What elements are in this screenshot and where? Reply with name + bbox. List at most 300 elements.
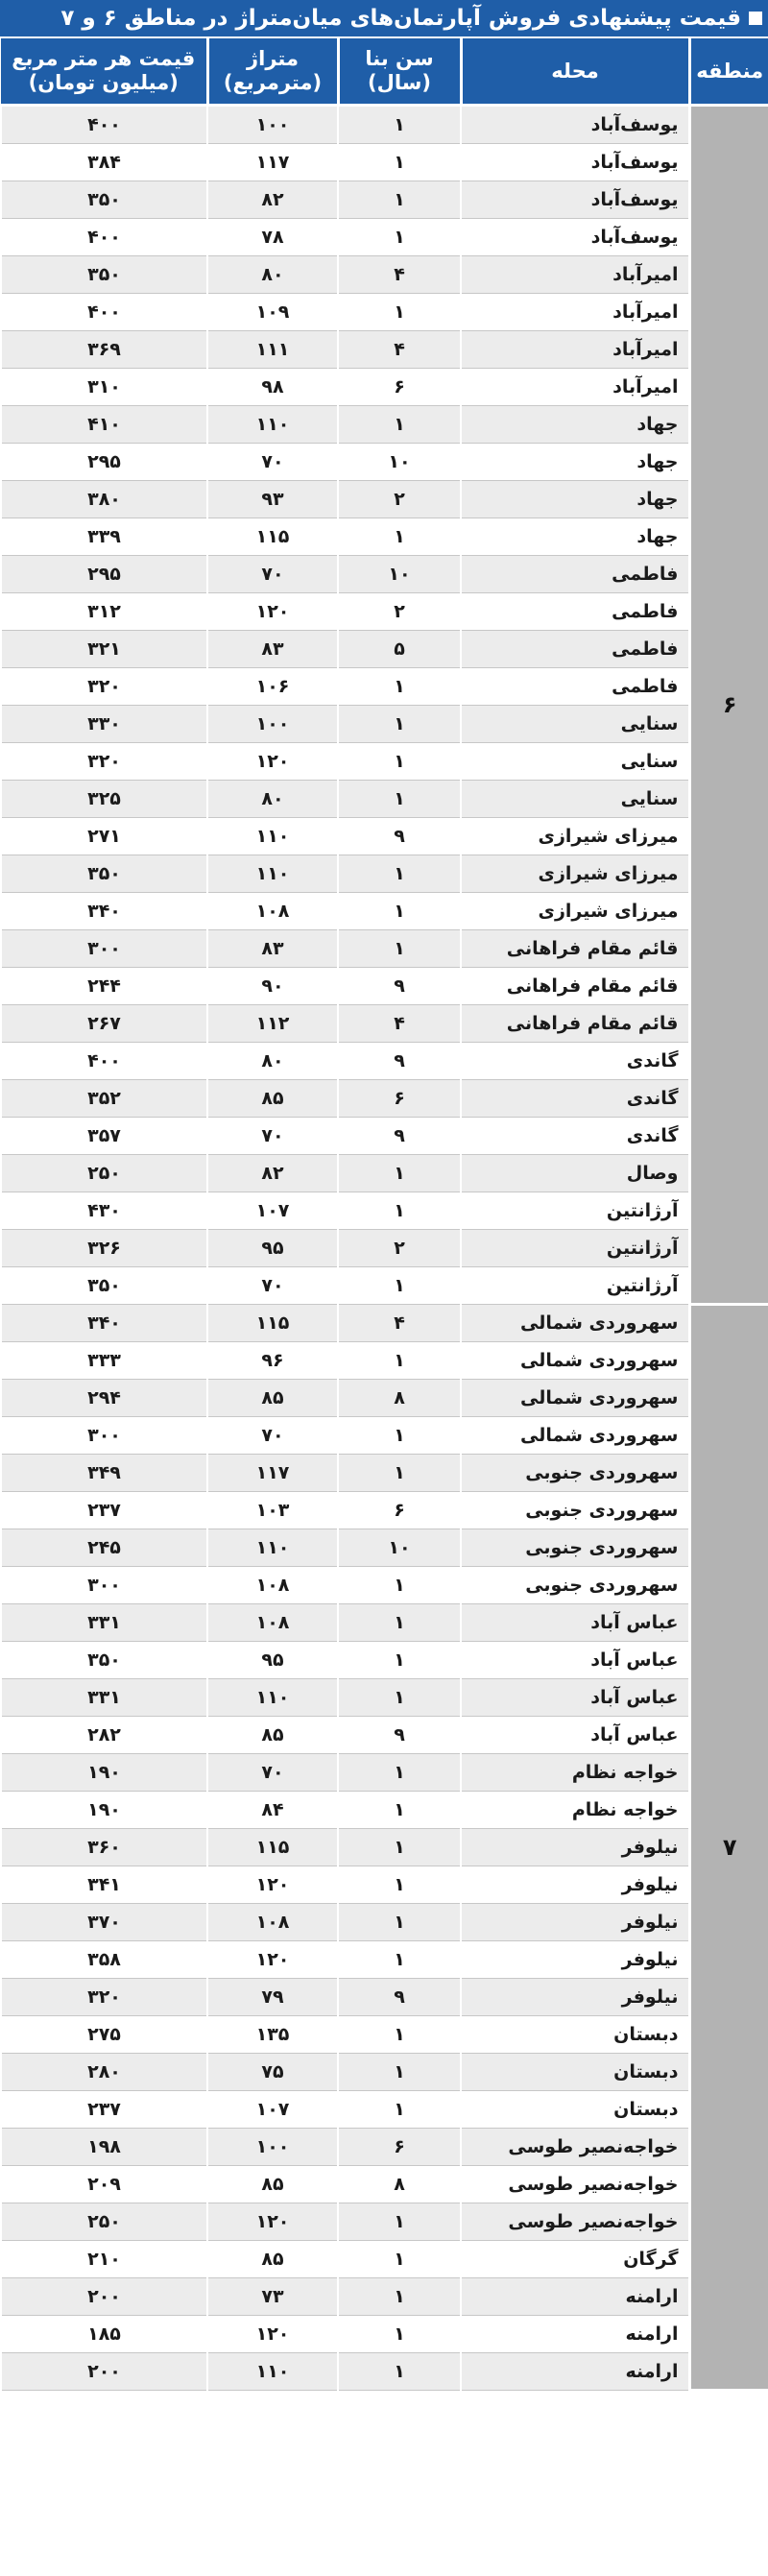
age-cell: ۲ (338, 481, 461, 518)
age-cell: ۶ (338, 369, 461, 406)
size-cell: ۱۰۸ (207, 1904, 338, 1941)
area-cell: سنایی (461, 743, 689, 781)
age-cell: ۱ (338, 743, 461, 781)
age-cell: ۱ (338, 781, 461, 818)
area-cell: سهروردی شمالی (461, 1305, 689, 1342)
price-cell: ۳۰۰ (1, 1417, 207, 1455)
table-row (1, 219, 768, 256)
price-cell: ۳۰۰ (1, 1567, 207, 1604)
area-cell: وصال (461, 1155, 689, 1192)
age-cell: ۱ (338, 2241, 461, 2278)
size-cell: ۱۱۵ (207, 518, 338, 556)
age-cell: ۸ (338, 1380, 461, 1417)
price-cell: ۳۵۷ (1, 1118, 207, 1155)
price-cell: ۲۸۰ (1, 2054, 207, 2091)
price-cell: ۳۴۰ (1, 1305, 207, 1342)
area-cell: قائم مقام فراهانی (461, 968, 689, 1005)
age-cell: ۱ (338, 706, 461, 743)
size-cell: ۸۴ (207, 1792, 338, 1829)
area-cell: یوسف‌آباد (461, 106, 689, 144)
price-cell: ۱۹۰ (1, 1792, 207, 1829)
age-cell: ۱ (338, 1679, 461, 1717)
table-row (1, 1679, 768, 1717)
table-row (1, 1754, 768, 1792)
age-cell: ۱ (338, 855, 461, 893)
table-row (1, 2278, 768, 2316)
area-cell: قائم مقام فراهانی (461, 1005, 689, 1043)
age-cell: ۹ (338, 1717, 461, 1754)
size-cell: ۱۱۰ (207, 2353, 338, 2391)
table-row (1, 2054, 768, 2091)
age-cell: ۱ (338, 930, 461, 968)
area-cell: فاطمی (461, 556, 689, 593)
age-cell: ۶ (338, 2129, 461, 2166)
area-cell: یوسف‌آباد (461, 144, 689, 181)
age-cell: ۱ (338, 406, 461, 444)
price-cell: ۴۰۰ (1, 106, 207, 144)
table-row (1, 1904, 768, 1941)
size-cell: ۱۱۱ (207, 331, 338, 369)
area-cell: خواجه نظام (461, 1792, 689, 1829)
area-cell: نیلوفر (461, 1979, 689, 2016)
area-cell: سهروردی جنوبی (461, 1529, 689, 1567)
price-cell: ۳۳۹ (1, 518, 207, 556)
table-row (1, 930, 768, 968)
price-cell: ۳۵۰ (1, 181, 207, 219)
price-cell: ۲۸۲ (1, 1717, 207, 1754)
size-cell: ۱۰۹ (207, 294, 338, 331)
table-row (1, 1492, 768, 1529)
table-row (1, 2166, 768, 2203)
size-cell: ۱۲۰ (207, 2203, 338, 2241)
age-cell: ۹ (338, 1979, 461, 2016)
price-cell: ۳۱۰ (1, 369, 207, 406)
region-cell: ۶ (689, 106, 768, 1305)
size-cell: ۱۱۰ (207, 406, 338, 444)
table-row (1, 593, 768, 631)
age-cell: ۱ (338, 2054, 461, 2091)
age-cell: ۱ (338, 181, 461, 219)
age-cell: ۴ (338, 1305, 461, 1342)
area-cell: سهروردی شمالی (461, 1342, 689, 1380)
age-cell: ۱ (338, 1904, 461, 1941)
size-cell: ۱۱۷ (207, 1455, 338, 1492)
area-cell: سهروردی شمالی (461, 1417, 689, 1455)
age-cell: ۱ (338, 294, 461, 331)
age-cell: ۱ (338, 219, 461, 256)
area-cell: عباس آباد (461, 1679, 689, 1717)
age-cell: ۱۰ (338, 556, 461, 593)
table-row (1, 2353, 768, 2391)
price-cell: ۲۴۴ (1, 968, 207, 1005)
price-cell: ۲۷۱ (1, 818, 207, 855)
table-row (1, 2241, 768, 2278)
price-cell: ۱۹۰ (1, 1754, 207, 1792)
area-cell: سهروردی جنوبی (461, 1567, 689, 1604)
table-row (1, 106, 768, 144)
table-row (1, 818, 768, 855)
area-cell: سهروردی جنوبی (461, 1492, 689, 1529)
table-row (1, 743, 768, 781)
table-row (1, 2016, 768, 2054)
area-cell: نیلوفر (461, 1866, 689, 1904)
size-cell: ۷۰ (207, 556, 338, 593)
size-cell: ۸۰ (207, 256, 338, 294)
area-cell: یوسف‌آباد (461, 219, 689, 256)
size-cell: ۸۵ (207, 1380, 338, 1417)
table-row (1, 1118, 768, 1155)
area-cell: سنایی (461, 781, 689, 818)
age-cell: ۱ (338, 1866, 461, 1904)
size-cell: ۱۰۳ (207, 1492, 338, 1529)
area-cell: فاطمی (461, 593, 689, 631)
size-cell: ۱۰۸ (207, 1604, 338, 1642)
price-cell: ۴۱۰ (1, 406, 207, 444)
age-cell: ۱ (338, 1192, 461, 1230)
price-cell: ۳۲۱ (1, 631, 207, 668)
area-cell: سهروردی شمالی (461, 1380, 689, 1417)
age-cell: ۱ (338, 2316, 461, 2353)
age-cell: ۹ (338, 818, 461, 855)
size-cell: ۹۵ (207, 1642, 338, 1679)
size-cell: ۸۳ (207, 930, 338, 968)
age-cell: ۶ (338, 1492, 461, 1529)
age-cell: ۱ (338, 1342, 461, 1380)
table-row (1, 369, 768, 406)
table-row (1, 1642, 768, 1679)
size-cell: ۷۸ (207, 219, 338, 256)
table-row (1, 2091, 768, 2129)
size-cell: ۱۰۰ (207, 106, 338, 144)
area-cell: قائم مقام فراهانی (461, 930, 689, 968)
age-cell: ۹ (338, 1118, 461, 1155)
area-cell: خواجه‌نصیر طوسی (461, 2129, 689, 2166)
area-cell: گاندی (461, 1118, 689, 1155)
age-cell: ۱ (338, 893, 461, 930)
area-cell: ارامنه (461, 2316, 689, 2353)
area-cell: امیرآباد (461, 256, 689, 294)
size-cell: ۸۰ (207, 1043, 338, 1080)
price-cell: ۲۳۷ (1, 1492, 207, 1529)
price-cell: ۱۹۸ (1, 2129, 207, 2166)
price-cell: ۲۵۰ (1, 1155, 207, 1192)
area-cell: عباس آباد (461, 1642, 689, 1679)
price-cell: ۳۱۲ (1, 593, 207, 631)
price-cell: ۳۲۶ (1, 1230, 207, 1267)
table-row (1, 706, 768, 743)
age-cell: ۱ (338, 1642, 461, 1679)
area-cell: عباس آباد (461, 1717, 689, 1754)
area-cell: نیلوفر (461, 1941, 689, 1979)
age-cell: ۱ (338, 144, 461, 181)
price-cell: ۳۰۰ (1, 930, 207, 968)
area-cell: جهاد (461, 518, 689, 556)
area-cell: امیرآباد (461, 294, 689, 331)
table-row (1, 2129, 768, 2166)
price-cell: ۳۵۰ (1, 1642, 207, 1679)
price-cell: ۲۰۰ (1, 2353, 207, 2391)
area-cell: جهاد (461, 481, 689, 518)
price-cell: ۲۳۷ (1, 2091, 207, 2129)
size-cell: ۸۲ (207, 181, 338, 219)
age-cell: ۱۰ (338, 444, 461, 481)
table-row (1, 1230, 768, 1267)
table-row (1, 1043, 768, 1080)
price-cell: ۳۲۰ (1, 1979, 207, 2016)
age-cell: ۴ (338, 256, 461, 294)
age-cell: ۱ (338, 1941, 461, 1979)
area-cell: فاطمی (461, 631, 689, 668)
age-cell: ۱ (338, 2278, 461, 2316)
size-cell: ۱۰۷ (207, 1192, 338, 1230)
age-cell: ۱ (338, 2203, 461, 2241)
size-cell: ۱۲۰ (207, 1941, 338, 1979)
area-cell: امیرآباد (461, 331, 689, 369)
size-cell: ۹۳ (207, 481, 338, 518)
area-cell: دبستان (461, 2091, 689, 2129)
age-cell: ۲ (338, 1230, 461, 1267)
size-cell: ۱۱۰ (207, 1679, 338, 1717)
price-cell: ۴۳۰ (1, 1192, 207, 1230)
area-cell: دبستان (461, 2054, 689, 2091)
table-row (1, 855, 768, 893)
price-cell: ۳۴۹ (1, 1455, 207, 1492)
size-cell: ۱۱۰ (207, 1529, 338, 1567)
price-cell: ۳۳۳ (1, 1342, 207, 1380)
price-cell: ۳۶۰ (1, 1829, 207, 1866)
price-cell: ۴۰۰ (1, 1043, 207, 1080)
price-cell: ۲۰۰ (1, 2278, 207, 2316)
table-row (1, 406, 768, 444)
price-cell: ۲۹۵ (1, 444, 207, 481)
table-row (1, 968, 768, 1005)
price-cell: ۳۴۰ (1, 893, 207, 930)
size-cell: ۹۰ (207, 968, 338, 1005)
size-cell: ۱۱۷ (207, 144, 338, 181)
area-cell: نیلوفر (461, 1904, 689, 1941)
table-row (1, 1941, 768, 1979)
age-cell: ۱ (338, 518, 461, 556)
table-row (1, 2203, 768, 2241)
price-cell: ۳۳۰ (1, 706, 207, 743)
age-cell: ۱ (338, 1455, 461, 1492)
size-cell: ۹۸ (207, 369, 338, 406)
size-cell: ۸۳ (207, 631, 338, 668)
header-age: سن بنا (سال) (338, 38, 461, 106)
table-row (1, 1717, 768, 1754)
table-title: قیمت پیشنهادی فروش آپارتمان‌های میان‌متراژ در مناطق ۶ و ۷ (60, 6, 741, 31)
size-cell: ۷۰ (207, 1754, 338, 1792)
size-cell: ۱۱۰ (207, 818, 338, 855)
price-cell: ۳۵۰ (1, 256, 207, 294)
area-cell: گاندی (461, 1043, 689, 1080)
price-cell: ۳۳۱ (1, 1679, 207, 1717)
area-cell: آرژانتین (461, 1230, 689, 1267)
price-cell: ۳۵۲ (1, 1080, 207, 1118)
age-cell: ۱ (338, 1567, 461, 1604)
table-row (1, 1455, 768, 1492)
size-cell: ۱۰۸ (207, 893, 338, 930)
price-cell: ۲۹۴ (1, 1380, 207, 1417)
table-row (1, 781, 768, 818)
table-row (1, 631, 768, 668)
table-row (1, 1267, 768, 1305)
table-row (1, 1005, 768, 1043)
size-cell: ۹۶ (207, 1342, 338, 1380)
table-body (1, 106, 768, 2391)
size-cell: ۱۱۵ (207, 1305, 338, 1342)
price-cell: ۲۷۵ (1, 2016, 207, 2054)
price-cell: ۲۶۷ (1, 1005, 207, 1043)
header-price: قیمت هر متر مربع (میلیون تومان) (1, 38, 207, 106)
table-row (1, 144, 768, 181)
price-cell: ۳۷۰ (1, 1904, 207, 1941)
table-row (1, 1342, 768, 1380)
price-cell: ۳۸۴ (1, 144, 207, 181)
size-cell: ۱۱۵ (207, 1829, 338, 1866)
size-cell: ۸۵ (207, 2241, 338, 2278)
age-cell: ۱ (338, 106, 461, 144)
price-cell: ۳۴۱ (1, 1866, 207, 1904)
price-cell: ۳۵۰ (1, 855, 207, 893)
size-cell: ۱۲۰ (207, 743, 338, 781)
price-cell: ۳۸۰ (1, 481, 207, 518)
area-cell: خواجه‌نصیر طوسی (461, 2203, 689, 2241)
table-row (1, 1155, 768, 1192)
price-cell: ۲۰۹ (1, 2166, 207, 2203)
price-cell: ۳۲۰ (1, 668, 207, 706)
age-cell: ۱ (338, 2353, 461, 2391)
area-cell: سنایی (461, 706, 689, 743)
table-header-row (1, 38, 768, 106)
region-cell: ۷ (689, 1305, 768, 2391)
area-cell: امیرآباد (461, 369, 689, 406)
area-cell: عباس آباد (461, 1604, 689, 1642)
table-row (1, 481, 768, 518)
area-cell: فاطمی (461, 668, 689, 706)
table-row (1, 1567, 768, 1604)
table-row (1, 1829, 768, 1866)
table-row (1, 1305, 768, 1342)
price-cell: ۲۹۵ (1, 556, 207, 593)
area-cell: ارامنه (461, 2278, 689, 2316)
size-cell: ۱۲۰ (207, 593, 338, 631)
age-cell: ۹ (338, 1043, 461, 1080)
area-cell: میرزای شیرازی (461, 818, 689, 855)
table-row (1, 1979, 768, 2016)
area-cell: آرژانتین (461, 1192, 689, 1230)
area-cell: خواجه نظام (461, 1754, 689, 1792)
table-row (1, 556, 768, 593)
price-cell: ۳۲۵ (1, 781, 207, 818)
price-cell: ۲۱۰ (1, 2241, 207, 2278)
area-cell: میرزای شیرازی (461, 893, 689, 930)
age-cell: ۱ (338, 2091, 461, 2129)
area-cell: آرژانتین (461, 1267, 689, 1305)
table-row (1, 256, 768, 294)
table-row (1, 1380, 768, 1417)
age-cell: ۱ (338, 1604, 461, 1642)
price-cell: ۲۵۰ (1, 2203, 207, 2241)
table-row (1, 893, 768, 930)
size-cell: ۷۳ (207, 2278, 338, 2316)
size-cell: ۱۰۷ (207, 2091, 338, 2129)
table-row (1, 1080, 768, 1118)
size-cell: ۸۵ (207, 1080, 338, 1118)
age-cell: ۱ (338, 1267, 461, 1305)
area-cell: جهاد (461, 406, 689, 444)
header-size: متراژ (مترمربع) (207, 38, 338, 106)
price-table (0, 38, 768, 2392)
size-cell: ۱۰۶ (207, 668, 338, 706)
age-cell: ۴ (338, 1005, 461, 1043)
size-cell: ۸۵ (207, 1717, 338, 1754)
size-cell: ۱۳۵ (207, 2016, 338, 2054)
table-row (1, 1604, 768, 1642)
size-cell: ۷۰ (207, 1417, 338, 1455)
size-cell: ۸۲ (207, 1155, 338, 1192)
size-cell: ۱۲۰ (207, 2316, 338, 2353)
age-cell: ۲ (338, 593, 461, 631)
age-cell: ۱۰ (338, 1529, 461, 1567)
age-cell: ۶ (338, 1080, 461, 1118)
size-cell: ۷۰ (207, 444, 338, 481)
table-row (1, 1529, 768, 1567)
age-cell: ۱ (338, 1417, 461, 1455)
price-cell: ۳۶۹ (1, 331, 207, 369)
area-cell: سهروردی جنوبی (461, 1455, 689, 1492)
size-cell: ۷۰ (207, 1267, 338, 1305)
area-cell: خواجه‌نصیر طوسی (461, 2166, 689, 2203)
size-cell: ۷۵ (207, 2054, 338, 2091)
area-cell: جهاد (461, 444, 689, 481)
area-cell: یوسف‌آباد (461, 181, 689, 219)
price-cell: ۱۸۵ (1, 2316, 207, 2353)
table-title-bar (0, 0, 768, 36)
size-cell: ۹۵ (207, 1230, 338, 1267)
title-marker-square (749, 12, 762, 25)
area-cell: ارامنه (461, 2353, 689, 2391)
age-cell: ۱ (338, 2016, 461, 2054)
table-row (1, 2316, 768, 2353)
area-cell: نیلوفر (461, 1829, 689, 1866)
size-cell: ۱۰۰ (207, 2129, 338, 2166)
price-cell: ۳۲۰ (1, 743, 207, 781)
age-cell: ۱ (338, 1829, 461, 1866)
header-region: منطقه (689, 38, 768, 106)
size-cell: ۱۱۰ (207, 855, 338, 893)
table-row (1, 1192, 768, 1230)
age-cell: ۴ (338, 331, 461, 369)
age-cell: ۵ (338, 631, 461, 668)
age-cell: ۱ (338, 1155, 461, 1192)
size-cell: ۱۱۲ (207, 1005, 338, 1043)
size-cell: ۷۹ (207, 1979, 338, 2016)
price-cell: ۴۰۰ (1, 219, 207, 256)
size-cell: ۸۵ (207, 2166, 338, 2203)
table-row (1, 1417, 768, 1455)
size-cell: ۱۰۸ (207, 1567, 338, 1604)
area-cell: دبستان (461, 2016, 689, 2054)
table-row (1, 444, 768, 481)
area-cell: گرگان (461, 2241, 689, 2278)
table-row (1, 331, 768, 369)
table-row (1, 294, 768, 331)
age-cell: ۱ (338, 1792, 461, 1829)
size-cell: ۱۰۰ (207, 706, 338, 743)
price-cell: ۳۵۰ (1, 1267, 207, 1305)
price-cell: ۲۴۵ (1, 1529, 207, 1567)
